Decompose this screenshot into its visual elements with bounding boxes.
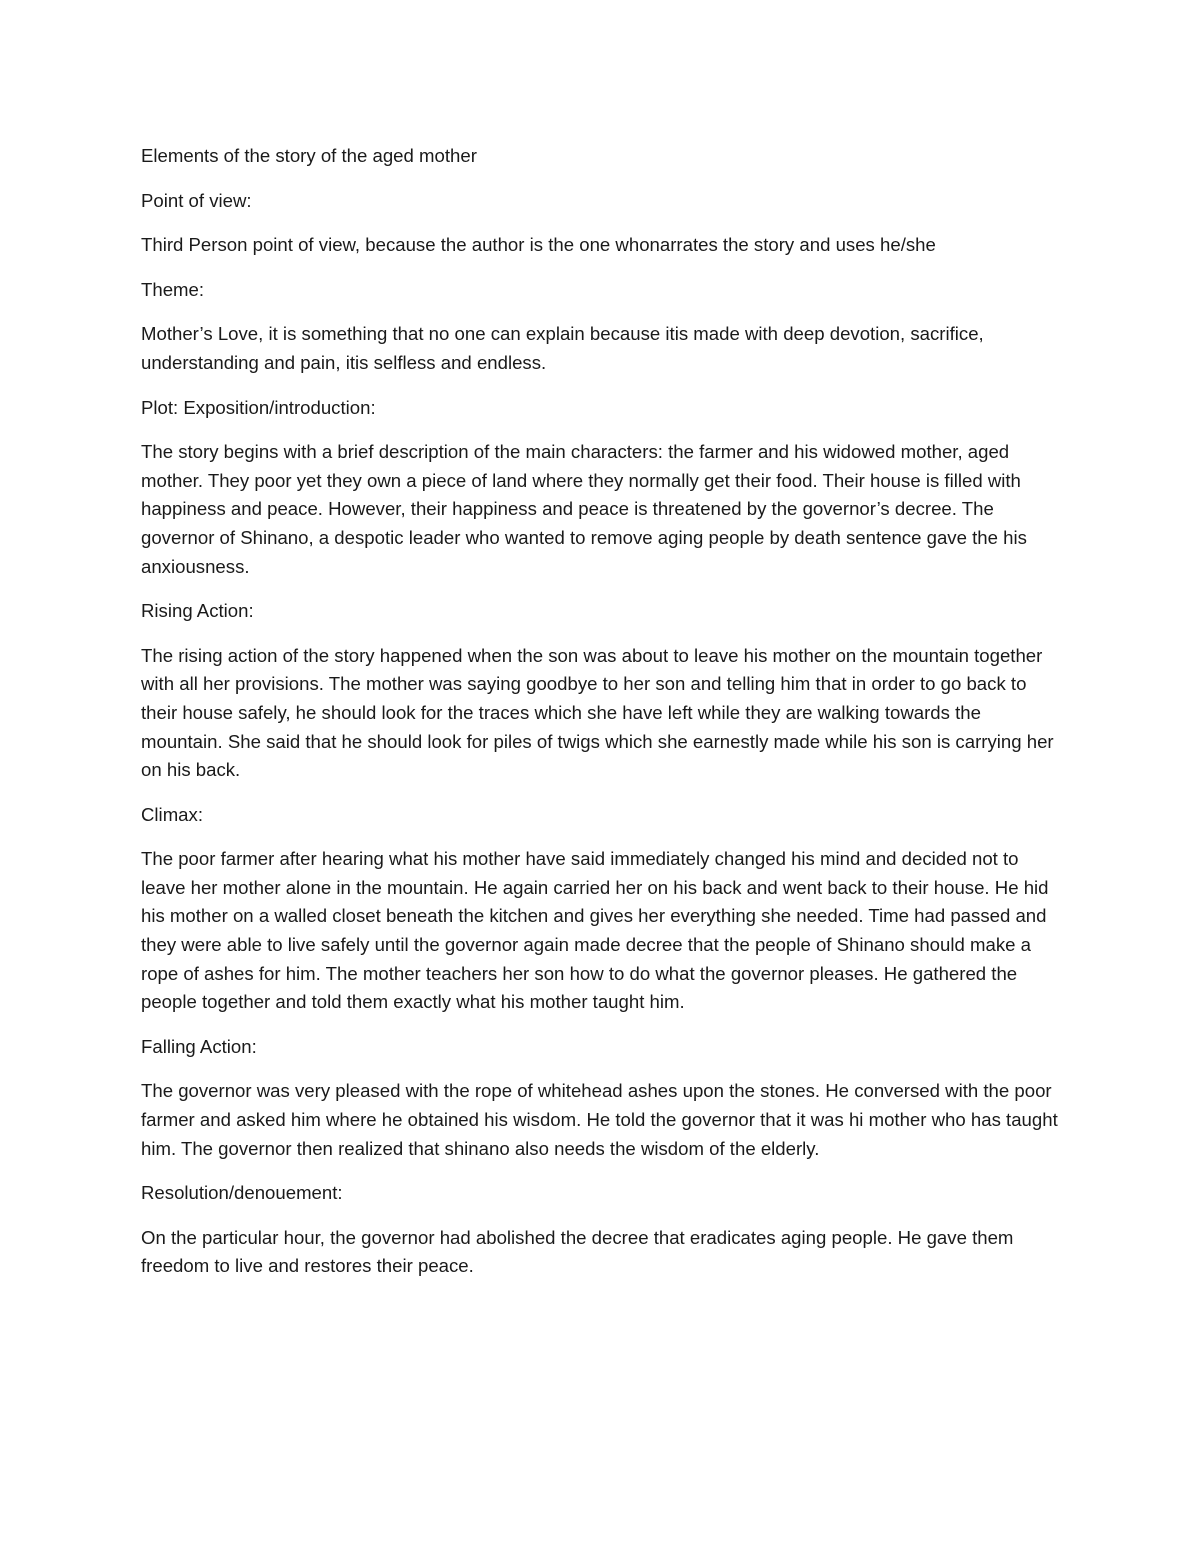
section-body-point-of-view: Third Person point of view, because the author is the one whonarrates the story and uses he/she (141, 234, 936, 256)
section-heading-rising-action: Rising Action: (141, 600, 254, 622)
section-body-climax: The poor farmer after hearing what his mother have said immediately changed his mind and decided not to leave her mother alone in the mountain. He again carried her on his back and went back to their house. He hid his mother on a walled closet beneath the kitchen and gives her everything she needed. Time had passed and they were able to live safely until the governor again made decree that the people of Shinano should make a rope of ashes for him. The mother teachers her son how to do what the governor pleases. He gathered the people together and told them exactly what his mother taught him. (141, 848, 1049, 1013)
document-title: Elements of the story of the aged mother (141, 145, 477, 166)
section-heading-theme: Theme: (141, 278, 205, 300)
section-body-falling-action: The governor was very pleased with the rope of whitehead ashes upon the stones. He conversed with the poor farmer and asked him where he obtained his wisdom. He told the governor that it was hi mother who has taught him. The governor then realized that shinano also needs the wisdom of the elderly. (141, 1080, 1058, 1159)
section-heading-exposition: Plot: Exposition/introduction: (141, 396, 376, 418)
section-body-theme: Mother’s Love, it is something that no one can explain because itis made with deep devotion, sacrifice, understanding and pain, itis selfless and endless. (141, 323, 984, 373)
section-heading-falling-action: Falling Action: (141, 1035, 257, 1057)
section-body-exposition: The story begins with a brief description of the main characters: the farmer and his widowed mother, aged mother. They poor yet they own a piece of land where they normally get their food. Their house is filled with happiness and peace. However, their happiness and peace is threatened by the governor’s decree. The governor of Shinano, a despotic leader who wanted to remove aging people by death sentence gave the his anxiousness. (141, 441, 1027, 577)
section-heading-climax: Climax: (141, 803, 203, 825)
section-heading-resolution: Resolution/denouement: (141, 1182, 343, 1204)
section-body-resolution: On the particular hour, the governor had abolished the decree that eradicates aging people. He gave them freedom to live and restores their peace. (141, 1226, 1014, 1277)
section-body-rising-action: The rising action of the story happened when the son was about to leave his mother on the mountain together with all her provisions. The mother was saying goodbye to her son and telling him that in order to go back to their house safely, he should look for the traces which she have left while they are walking towards the mountain. She said that he should look for piles of twigs which she earnestly made while his son is carrying her on his back. (141, 644, 1054, 781)
document-body (141, 142, 1061, 1297)
section-heading-point-of-view: Point of view: (141, 189, 252, 211)
